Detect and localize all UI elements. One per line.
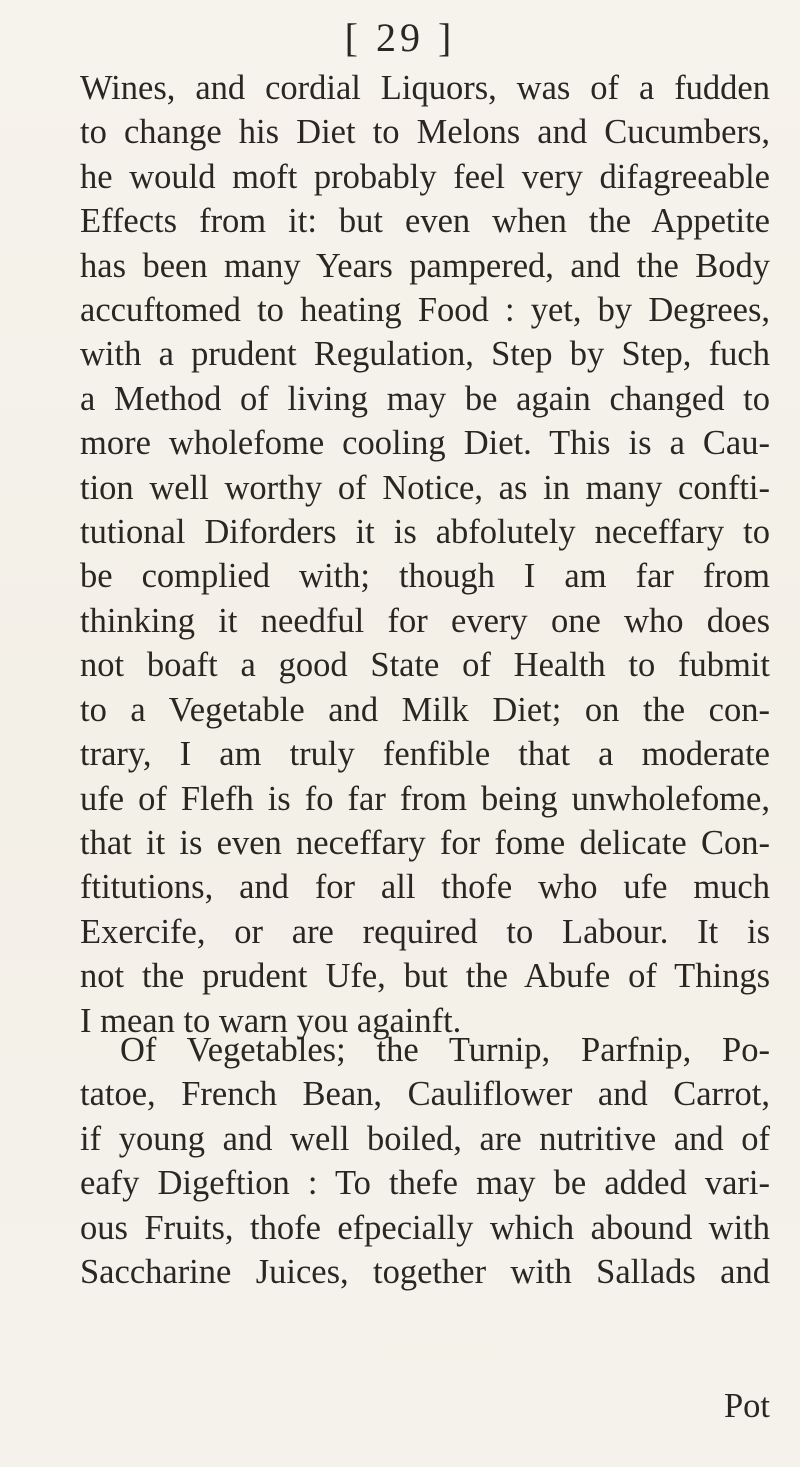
paragraph-1 xyxy=(80,66,770,1043)
text-line: a Method of living may be again changed to xyxy=(80,379,770,418)
text-line: not boaft a good State of Health to fubmit xyxy=(80,646,770,685)
text-line: more wholefome cooling Diet. This is a Cau- xyxy=(80,424,770,463)
text-line: he would moft probably feel very difagreeable xyxy=(80,157,770,196)
text-line: with a prudent Regulation, Step by Step, fuch xyxy=(80,335,770,374)
catchword: Pot xyxy=(723,1387,770,1425)
text-line: Exercife, or are required to Labour. It is xyxy=(80,912,770,951)
text-line: eafy Digeftion : To thefe may be added vari- xyxy=(80,1164,770,1203)
text-line: to change his Diet to Melons and Cucumbers, xyxy=(80,113,770,152)
text-line: that it is even neceffary for fome delicate Con- xyxy=(80,823,770,862)
text-line: tatoe, French Bean, Cauliflower and Carrot, xyxy=(80,1075,770,1114)
text-line: ufe of Flefh is fo far from being unwholefome, xyxy=(80,779,770,818)
text-line: ftitutions, and for all thofe who ufe much xyxy=(80,868,770,907)
text-line: Of Vegetables; the Turnip, Parfnip, Po- xyxy=(120,1031,770,1069)
text-line: I mean to warn you againft. xyxy=(80,1001,462,1040)
text-line: if young and well boiled, are nutritive and of xyxy=(80,1119,770,1158)
paragraph-2 xyxy=(80,1028,770,1294)
text-line: Saccharine Juices, together with Sallads and xyxy=(80,1253,770,1292)
text-line: not the prudent Ufe, but the Abufe of Things xyxy=(80,957,770,996)
text-line: ous Fruits, thofe efpecially which abound with xyxy=(80,1208,770,1247)
text-line: tion well worthy of Notice, as in many confti- xyxy=(80,468,770,507)
text-line: be complied with; though I am far from xyxy=(80,557,770,596)
text-line: accuftomed to heating Food : yet, by Degrees, xyxy=(80,291,770,330)
text-line: has been many Years pampered, and the Body xyxy=(80,246,770,285)
text-line: thinking it needful for every one who does xyxy=(80,601,770,640)
text-line: Wines, and cordial Liquors, was of a fudden xyxy=(80,69,770,107)
text-line: Effects from it: but even when the Appetite xyxy=(80,202,770,241)
text-line: to a Vegetable and Milk Diet; on the con- xyxy=(80,690,770,729)
text-line: trary, I am truly fenfible that a moderate xyxy=(80,735,770,774)
text-line: tutional Diforders it is abfolutely neceffary to xyxy=(80,513,770,552)
page-number: [ 29 ] xyxy=(344,15,456,60)
